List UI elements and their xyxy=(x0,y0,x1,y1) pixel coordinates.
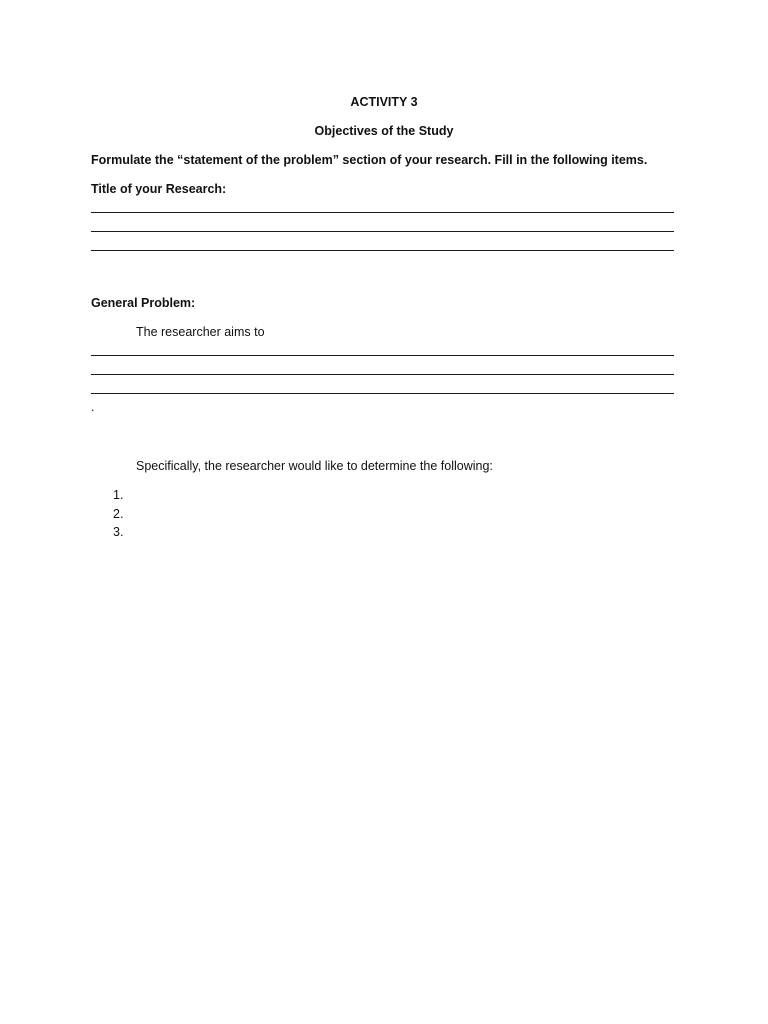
title-label: Title of your Research: xyxy=(91,182,227,196)
list-item-number: 1. xyxy=(113,488,124,502)
activity-heading: ACTIVITY 3 xyxy=(350,95,418,109)
list-item-number: 2. xyxy=(113,507,124,521)
general-problem-answer-line[interactable] xyxy=(91,393,674,394)
general-problem-answer-line[interactable] xyxy=(91,355,674,356)
page-subtitle: Objectives of the Study xyxy=(314,124,454,138)
specific-lead: Specifically, the researcher would like to determine the following: xyxy=(136,459,493,473)
trailing-period: . xyxy=(91,400,95,414)
general-problem-lead: The researcher aims to xyxy=(136,325,265,339)
title-answer-line[interactable] xyxy=(91,212,674,213)
title-answer-line[interactable] xyxy=(91,231,674,232)
instruction-text: Formulate the “statement of the problem” section of your research. Fill in the following items. xyxy=(91,153,648,167)
general-problem-label: General Problem: xyxy=(91,296,196,310)
general-problem-answer-line[interactable] xyxy=(91,374,674,375)
title-answer-line[interactable] xyxy=(91,250,674,251)
list-item-number: 3. xyxy=(113,525,124,539)
